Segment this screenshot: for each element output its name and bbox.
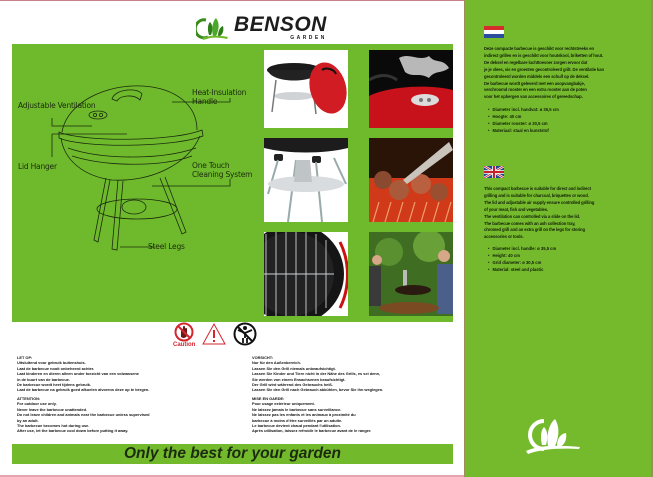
- brand-logo: [196, 14, 327, 41]
- photo-garden-party: [369, 232, 453, 316]
- en-desc-line: accessories or tools.: [484, 234, 524, 240]
- nl-desc-line: verchroomd rooster en een extra rooster aan de poten: [484, 87, 587, 93]
- photo-lid-vent-smoke: [369, 50, 453, 128]
- photo-chromed-grill: [264, 232, 348, 316]
- en-description: [484, 186, 644, 241]
- en-spec-item: • Diameter incl. handle: ø 35,5 cm: [488, 246, 648, 253]
- warning-line: Laat de barbecue nooit onbeheerd achter.: [17, 365, 95, 371]
- warning-icons: [173, 322, 257, 348]
- en-desc-line: grilling and is suitable for charcoal, briquettes or wood.: [484, 192, 589, 198]
- nl-desc-line: voor het opbergen van accessoires of gereedschap.: [484, 94, 583, 100]
- warning-line: Lassen Sie den Grill niemals unbeaufsichtigt.: [252, 365, 336, 371]
- warning-de: [252, 355, 383, 393]
- warning-line: Uitsluitend voor gebruik buitenshuis.: [17, 360, 86, 366]
- warning-fr: [252, 396, 371, 434]
- warning-line: Après utilisation, laissez refroidir le barbecue avant de le ranger.: [252, 428, 372, 434]
- en-desc-line: The ventilation can controlled via a slide on the lid.: [484, 213, 581, 219]
- warning-line: Laat kinderen en dieren alleen onder toezicht van een volwassene: [17, 371, 139, 377]
- warning-line: Le barbecue devient chaud pendant l'utilisation.: [252, 423, 341, 429]
- en-desc-line: of your meat, fish and vegetables.: [484, 206, 549, 212]
- label-lid-hanger: Lid Hanger: [18, 162, 57, 171]
- warning-line: Lassen Sie Kinder und Tiere nicht in der Nähe des Grills, es sei denn,: [252, 371, 381, 377]
- bbq-diagram: [12, 44, 255, 322]
- leaf-logo-icon: [196, 15, 230, 41]
- nl-spec-item: • Materiaal: staal en kunststof: [488, 128, 648, 135]
- white-leaf-logo-icon: [524, 415, 582, 455]
- main-panel: [12, 44, 453, 322]
- nl-desc-line: De deksel en regelbare luchttoevoer zorgen ervoor dat: [484, 59, 588, 65]
- photo-tongs-meat-grill: [369, 138, 453, 222]
- nl-desc-line: je je vlees, vis en groenten gecontroleerd grilt. De ventilatie kan: [484, 66, 604, 72]
- warning-nl-heading: LET OP:: [17, 355, 33, 360]
- nl-desc-line: indirect grillen en is geschikt voor houtskool, briketten of hout.: [484, 52, 604, 58]
- caution-badge: [173, 322, 195, 348]
- warning-line: Laat de barbecue na gebruik goed afkoelen alvorens deze op te bergen.: [17, 387, 150, 393]
- nl-flag-icon: [484, 26, 504, 38]
- nl-spec-item: • Diameter incl. handvat: ø 35,5 cm: [488, 107, 648, 114]
- warning-line: De barbecue wordt heet tijdens gebruik.: [17, 382, 91, 388]
- en-spec-list: [488, 246, 648, 274]
- warning-line: Sie werden von einem Erwachsenen beaufsichtigt.: [252, 376, 346, 382]
- warning-nl: [17, 355, 149, 393]
- warning-line: Never leave the barbecue unattended.: [17, 406, 88, 412]
- warning-line: barbecue à moins d'être surveillés par un adulte.: [252, 417, 343, 423]
- label-steel-legs: Steel Legs: [148, 242, 185, 251]
- nl-spec-item: • Diameter rooster: ø 30,5 cm: [488, 121, 648, 128]
- en-spec-item: • Height: 40 cm: [488, 253, 648, 260]
- en-spec-item: • Material: steel and plastic: [488, 267, 648, 274]
- warning-line: Nur für den Außenbereich.: [252, 360, 301, 366]
- label-heat-insulation-handle: Heat-Insulation Handle: [192, 88, 247, 106]
- warning-fr-heading: MISE EN GARDE:: [252, 396, 285, 401]
- warning-en-heading: ATTENTION:: [17, 396, 41, 401]
- label-one-touch-cleaning: One Touch Cleaning System: [192, 161, 253, 179]
- nl-desc-line: Deze compacte barbecue is geschikt voor rechtstreeks en: [484, 46, 594, 51]
- label-adjustable-ventilation: Adjustable Ventilation: [18, 101, 96, 110]
- nl-spec-item: • Hoogte: 40 cm: [488, 114, 648, 121]
- en-desc-line: The lid and adjustable air supply ensure controlled grilling: [484, 199, 595, 205]
- warning-line: Der Grill wird während des Gebrauchs heiß.: [252, 382, 333, 388]
- warning-de-heading: VORSICHT:: [252, 355, 273, 360]
- warning-line: Lassen Sie den Grill nach Gebrauch abkühlen, bevor Sie ihn weglegen.: [252, 387, 384, 393]
- warning-triangle-icon: [201, 322, 227, 346]
- photo-bbq-red-lid-open: [264, 50, 348, 128]
- bbq-line-drawing-icon: [12, 44, 255, 322]
- warning-line: by an adult.: [17, 417, 39, 423]
- uk-flag-icon: [484, 166, 504, 178]
- nl-description: [484, 46, 644, 101]
- top-border-line: [0, 0, 464, 1]
- en-desc-line: This compact barbecue is suitable for direct and indirect: [484, 186, 591, 191]
- slogan-text: Only the best for your garden: [123, 445, 342, 462]
- caution-label: Caution: [173, 342, 196, 348]
- en-desc-line: The barbecue comes with an ash collection tray,: [484, 220, 576, 226]
- warning-line: For outdoor use only.: [17, 401, 57, 407]
- nl-desc-line: De barbecue wordt geleverd met een asopvangbakje,: [484, 80, 585, 86]
- slogan-bar: [12, 444, 453, 464]
- brand-name: BENSON: [234, 13, 327, 36]
- en-desc-line: chromed grill and an extra grill on the legs for storing: [484, 227, 585, 233]
- warning-line: Ne laissez pas les enfants et les animaux à proximité du: [252, 412, 356, 418]
- warning-line: Pour usage extérieur uniquement.: [252, 401, 315, 407]
- warning-line: Ne laissez jamais le barbecue sans surveillance.: [252, 406, 342, 412]
- no-children-icon: [233, 322, 257, 346]
- no-hand-touch-icon: [174, 322, 194, 342]
- warning-line: Do not leave children and animals near the barbecue unless supervised: [17, 412, 150, 418]
- brand-sub: GARDEN: [290, 35, 327, 41]
- warning-line: in de buurt van de barbecue.: [17, 376, 70, 382]
- warning-line: After use, let the barbecue cool down before putting it away.: [17, 428, 129, 434]
- en-spec-item: • Grid diameter: ø 30,5 cm: [488, 260, 648, 267]
- warning-line: The barbecue becomes hot during use.: [17, 423, 90, 429]
- nl-spec-list: [488, 107, 648, 135]
- photo-ash-tray-legs: [264, 138, 348, 222]
- nl-desc-line: gecontroleerd worden middels een schuif op de deksel.: [484, 73, 590, 79]
- warning-en: [17, 396, 150, 434]
